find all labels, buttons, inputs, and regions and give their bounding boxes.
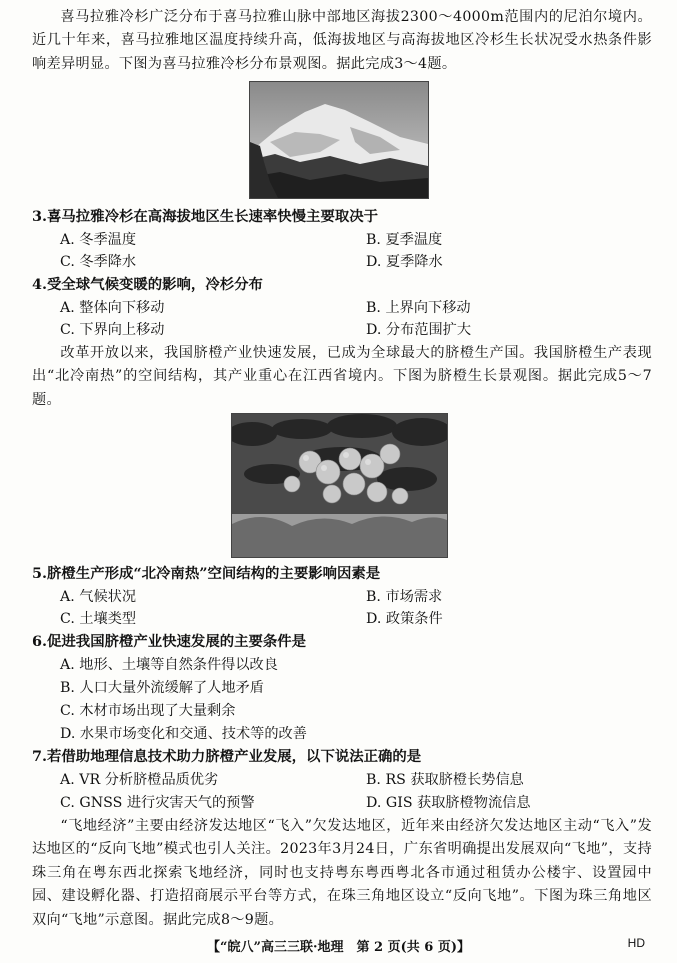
q6-option-d[interactable]: D. 水果市场变化和交通、技术等的改善 <box>60 726 307 742</box>
intro-paragraph-enclave: “飞地经济”主要由经济发达地区“飞入”欠发达地区，近年来由经济欠发达地区主动“飞入”发达地区的“反向飞地”模式也引人关注。2023年3月24日，广东省明确提出发展双向“飞地”，支持珠三角在粤东西北探索飞地经济，同时也支持粤东粤西粤北各市通过租赁办公楼宇、设置园中园、建设孵化器、打造招商展示平台等方式，在珠三角地区设立“反向飞地”。下图为珠三角地区双向“飞地”示意图。据此完成8～9题。 <box>32 818 652 928</box>
q7-option-b[interactable]: B. RS 获取脐橙长势信息 <box>366 772 524 788</box>
q3-option-c[interactable]: C. 冬季降水 <box>60 254 137 270</box>
q3-option-b[interactable]: B. 夏季温度 <box>366 232 443 248</box>
q6-option-b[interactable]: B. 人口大量外流缓解了人地矛盾 <box>60 680 264 696</box>
question-7-stem: 7.若借助地理信息技术助力脐橙产业发展，以下说法正确的是 <box>32 748 422 765</box>
navel-orange-photo <box>231 413 448 558</box>
q5-option-d[interactable]: D. 政策条件 <box>366 611 443 627</box>
q4-option-b[interactable]: B. 上界向下移动 <box>366 300 471 316</box>
q6-option-a[interactable]: A. 地形、土壤等自然条件得以改良 <box>60 657 278 673</box>
q5-option-c[interactable]: C. 土壤类型 <box>60 611 137 627</box>
question-4-stem: 4.受全球气候变暖的影响，冷杉分布 <box>32 276 263 293</box>
q3-option-d[interactable]: D. 夏季降水 <box>366 254 443 270</box>
q3-option-a[interactable]: A. 冬季温度 <box>60 232 137 248</box>
intro-paragraph-orange: 改革开放以来，我国脐橙产业快速发展，已成为全球最大的脐橙生产国。我国脐橙生产表现出“北冷南热”的空间结构，其产业重心在江西省境内。下图为脐橙生长景观图。据此完成5～7题。 <box>32 345 652 408</box>
q6-option-c[interactable]: C. 木材市场出现了大量剩余 <box>60 703 236 719</box>
question-3-stem: 3.喜马拉雅冷杉在高海拔地区生长速率快慢主要取决于 <box>32 208 379 225</box>
footer-code: HD <box>627 936 645 950</box>
q5-option-a[interactable]: A. 气候状况 <box>60 589 137 605</box>
question-6-stem: 6.促进我国脐橙产业快速发展的主要条件是 <box>32 633 307 650</box>
q4-option-a[interactable]: A. 整体向下移动 <box>60 300 165 316</box>
q7-option-c[interactable]: C. GNSS 进行灾害天气的预警 <box>60 795 255 811</box>
q4-option-d[interactable]: D. 分布范围扩大 <box>366 322 472 338</box>
intro-paragraph-fir: 喜马拉雅冷杉广泛分布于喜马拉雅山脉中部地区海拔2300～4000m范围内的尼泊尔境内。近几十年来，喜马拉雅地区温度持续升高，低海拔地区与高海拔地区冷杉生长状况受水热条件影响差异明显。下图为喜马拉雅冷杉分布景观图。据此完成3～4题。 <box>32 9 652 72</box>
page-footer: 【“皖八”高三三联·地理 第 2 页(共 6 页)】 <box>207 940 470 955</box>
q5-option-b[interactable]: B. 市场需求 <box>366 589 443 605</box>
q7-option-a[interactable]: A. VR 分析脐橙品质优劣 <box>60 772 219 788</box>
fir-landscape-photo <box>249 81 429 199</box>
question-5-stem: 5.脐橙生产形成“北冷南热”空间结构的主要影响因素是 <box>32 565 381 582</box>
q4-option-c[interactable]: C. 下界向上移动 <box>60 322 165 338</box>
q7-option-d[interactable]: D. GIS 获取脐橙物流信息 <box>366 795 531 811</box>
